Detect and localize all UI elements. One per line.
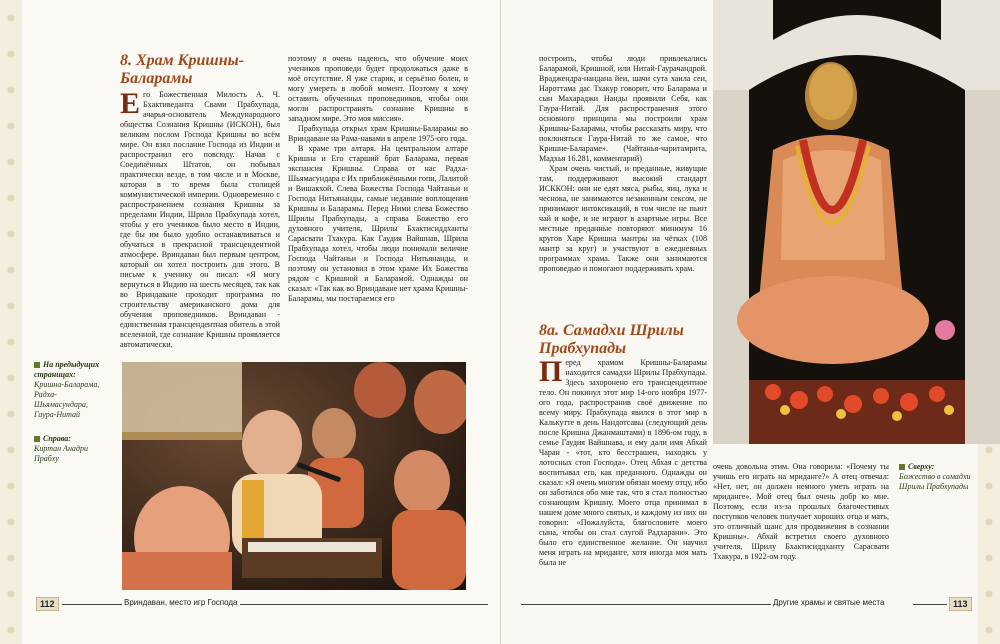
right-col1b-text: еред храмом Кришны-Баларамы находится самадхи Шрилы Прабхупады. Здесь захоронено его трансцендентное тело. Он покинул этот мир 14-ого ноября 1977-ого года, распространив своё движение по всему миру. Прабхупада явился в этот мир в Калькутте в день Нандотсавы (следующий день после Кришна Джанмаштами) в 1896-ом году, в семье Гаудия Вайшнава, и ему дали имя Абхай Чаран - «тот, кто бесстрашен, находясь у лотосных стоп Господа». Отец Абхая с детства воспитывал его, как преданного. Однажды он сказал: «Я очень многим обязан моему отцу, ибо он заботился обо мне так, что я стал полностью сознающим Кришну. Моего отца принимал в нашем доме много святых, и каждому из них он говорил: «Пожалуйста, благословите моего сына, чтобы он стал слугой Радхарани». Это было его единственное желание. Он научил меня играть на мриданге, хотя иногда моя мать была не bbox=[539, 358, 707, 567]
samadhi-deity-photo bbox=[713, 0, 1000, 444]
dropcap-p: П bbox=[539, 355, 563, 388]
page-number-left: 112 bbox=[36, 597, 59, 611]
right-page bbox=[500, 0, 1000, 644]
page-number-right: 113 bbox=[949, 597, 972, 611]
kirtan-illustration bbox=[122, 362, 466, 590]
side-note-above-caption: Сверху: Божество в самадхи Шрилы Прабхупады bbox=[899, 462, 971, 491]
left-margin-ornament bbox=[0, 0, 22, 644]
footer-rule-left-2 bbox=[240, 604, 488, 605]
footer-left: Вриндаван, место игр Господа bbox=[124, 598, 238, 607]
right-column-1-top bbox=[539, 54, 707, 274]
left-col2-para-1: поэтому я очень надеюсь, что обучение моих учеников проповеди будет продолжаться даже в моё отсутствие. Я уже старик, и серьёзно болен, и могу умереть в любой момент. Поэтому я хочу оставить обученных проповедников, чтобы они могли распространять сознание Кришны в западном мире. Это моя миссия». bbox=[288, 54, 468, 123]
right-col1-para-1: построить, чтобы люди привлекались Баларамой, Кришной, или Нитай-Гаурачандрой. Враджендра-нандана йеи, шачи сута хаила сеи, Нароттама дас Тхакур говорит, что Баларама и сын Махараджи Нанды проявили Себя, как Гаура-Нитай. Для распространения этого основного принципа мы построили храм Кришны-Баларамы, чтобы рассказать миру, что поклоняться Гаура-Нитай то же самое, что Кришне-Балараме». (Чайтанья-чаритамрита, Мадхья 16.281, комментарий) bbox=[539, 54, 707, 163]
left-col2-para-3: В храме три алтаря. На центральном алтаре Кришна и Его старший брат Баларама, первая экспансия Кришны. Справа от нас Радха-Шьямасундара с Их приближёнными гопи, Лалитой и Вишакхой. Слева Божества Господа Чайтаньи и Господа Нитьянанды, самые недавние воплощения Кришны и Баларамы. Перед Ними слева Божество Шрилы Прабхупады, а справа Божество его духовного учителя, Шрилы Бхактисиддханты Сарасвати Тхакура. Как Гаудия Вайшнав, Шрила Прабхупада хотел, чтобы люди понимали величие Господа Чайтаньи и Господа Нитьянанды, и поэтому он установил в этом храме Их Божества рядом с Кришной и Баларамой. Однажды он сказал: «Так как во Вриндаване нет храма Кришны-Баларамы, мы постараемся его bbox=[288, 144, 468, 303]
left-column-2 bbox=[288, 54, 468, 304]
section-heading-8: 8. Храм Кришны-Баларамы bbox=[120, 52, 245, 87]
right-column-1-bottom bbox=[539, 355, 707, 568]
right-column-2-bottom bbox=[713, 462, 889, 562]
section-heading-8a: 8а. Самадхи Шрилы Прабхупады bbox=[539, 322, 684, 357]
footer-rule-left bbox=[62, 604, 122, 605]
right-col2b-text: очень довольна этим. Она говорила: «Почему ты учишь его играть на мриданге?» А отец отвечал: «Нет, нет, он должен немного уметь играть на мриданге». Мой отец был очень добр ко мне. Поэтому, если из-за прошлых благочестивых поступков человек получает хороших отца и мать, это отличный шанс для продвижения в сознании Кришны». Абхай встретил своего духовного учителя, Шрилу Бхактисиддханту Сарасвати Тхакура, в 1922-ом году. bbox=[713, 462, 889, 561]
bullet-icon bbox=[899, 464, 905, 470]
left-col1-text: го Божественная Милость А. Ч. Бхактиведанта Свами Прабхупада, ачарья-основатель Международного общества Сознания Кришны (ИСКОН), был великим послом Господа Кришны во всём мире. Он взял послание Господа из Индии и распространил его повсюду. Начав с Соединённых Штатов, он побывал практически везде, в том числе и в Москве, которая в то время была столицей коммунистической империи. Одновременно с распространением сознания Кришны за пределами Индии, Шрила Прабхупада хотел, чтобы у его учеников было место в Индии, где бы им было удобно останавливаться и обучаться в прекрасной трансцендентной атмосфере. Вриндаван был первым центром, который он хотел построить для этого. В письме к ученику он писал: «Я могу вернуться в Индию на шесть месяцев, так как во Вриндаване проходит программа по строительству американского дома для обучения проповедников. Вриндаван - единственная трансцендентная обитель в этой вселенной, где сознание Кришны проявляется автоматически, bbox=[120, 90, 280, 349]
footer-right: Другие храмы и святые места bbox=[773, 598, 885, 607]
side-note-right-caption: Справа: Киртан Анадри Прабху bbox=[34, 434, 88, 463]
bullet-icon bbox=[34, 362, 40, 368]
left-column-1 bbox=[120, 87, 280, 350]
side-note-previous-pages: На предыдущих страницах: Кришна-Баларама, Радха-Шьямасундара, Гаура-Нитай bbox=[34, 360, 100, 419]
dropcap-e: Е bbox=[120, 87, 141, 120]
kirtan-photo bbox=[122, 362, 466, 590]
footer-rule-right-2 bbox=[913, 604, 947, 605]
footer-rule-right bbox=[521, 604, 771, 605]
right-col1-para-2: Храм очень чистый, и преданные, живущие там, поддерживают высокий стандарт ИСККОН: они не едят мяса, рыбы, яиц, лука и чеснока, не занимаются незаконным сексом, не принимают интоксикаций, в том числе не пьют чай и кофе, и не играют в азартные игры. Все местные преданные повторяют минимум 16 кругов Харе Кришна мантры на чётках (108 мантр за круг) и участвуют в ежедневных программах храма. Также они занимаются проповедью и помогают поддерживать храм. bbox=[539, 164, 707, 273]
bullet-icon bbox=[34, 436, 40, 442]
samadhi-illustration bbox=[713, 0, 1000, 444]
left-col2-para-2: Прабхупада открыл храм Кришны-Баларамы во Вриндаване на Рама-навами в апреле 1975-ого года. bbox=[288, 124, 468, 143]
